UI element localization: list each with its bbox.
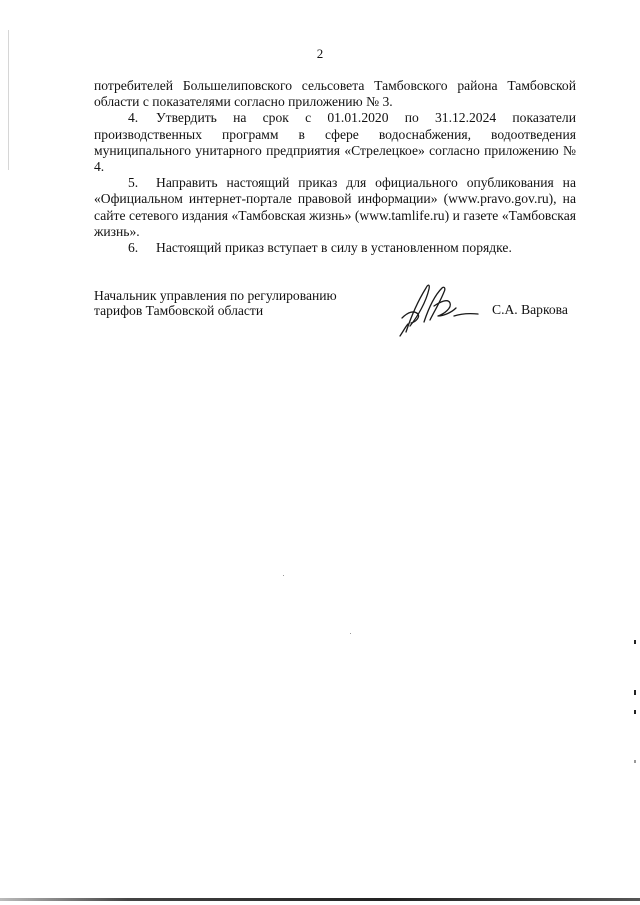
signatory-position — [94, 288, 337, 318]
scan-speck — [350, 633, 351, 634]
document-body — [94, 78, 576, 256]
item-number: 5. — [128, 175, 139, 191]
item-text: Утвердить на срок с 01.01.2020 по 31.12.2024 показатели производственных программ в сфере водоснабжения, водоотведения муниципального унитарного предприятия «Стрелецкое» согласно приложению № 4. — [94, 110, 576, 175]
signer-name: С.А. Варкова — [492, 302, 568, 317]
item-number: 4. — [128, 110, 139, 126]
item-text: Направить настоящий приказ для официального опубликования на «Официальном интернет-портале правовой информации» (www.pravo.gov.ru), на сайте сетевого издания «Тамбовская жизнь» (www.tamlife.ru) и газете «Тамбовская жизнь». — [94, 175, 576, 239]
scan-edge-right — [634, 640, 636, 790]
item-number: 6. — [128, 240, 139, 256]
position-line-2: тарифов Тамбовской области — [94, 303, 264, 318]
page-number: 2 — [316, 46, 324, 61]
list-item-5 — [94, 175, 576, 240]
scan-speck — [283, 575, 284, 576]
list-item-4 — [94, 110, 576, 175]
position-line-1: Начальник управления по регулированию — [94, 288, 337, 303]
handwritten-signature — [396, 276, 486, 338]
item-text: Настоящий приказ вступает в силу в установленном порядке. — [156, 240, 512, 256]
list-item-6 — [94, 240, 576, 256]
intro-paragraph: потребителей Большелиповского сельсовета Тамбовского района Тамбовской области с показателями согласно приложению № 3. — [94, 78, 576, 110]
scan-edge-bottom — [0, 898, 640, 901]
